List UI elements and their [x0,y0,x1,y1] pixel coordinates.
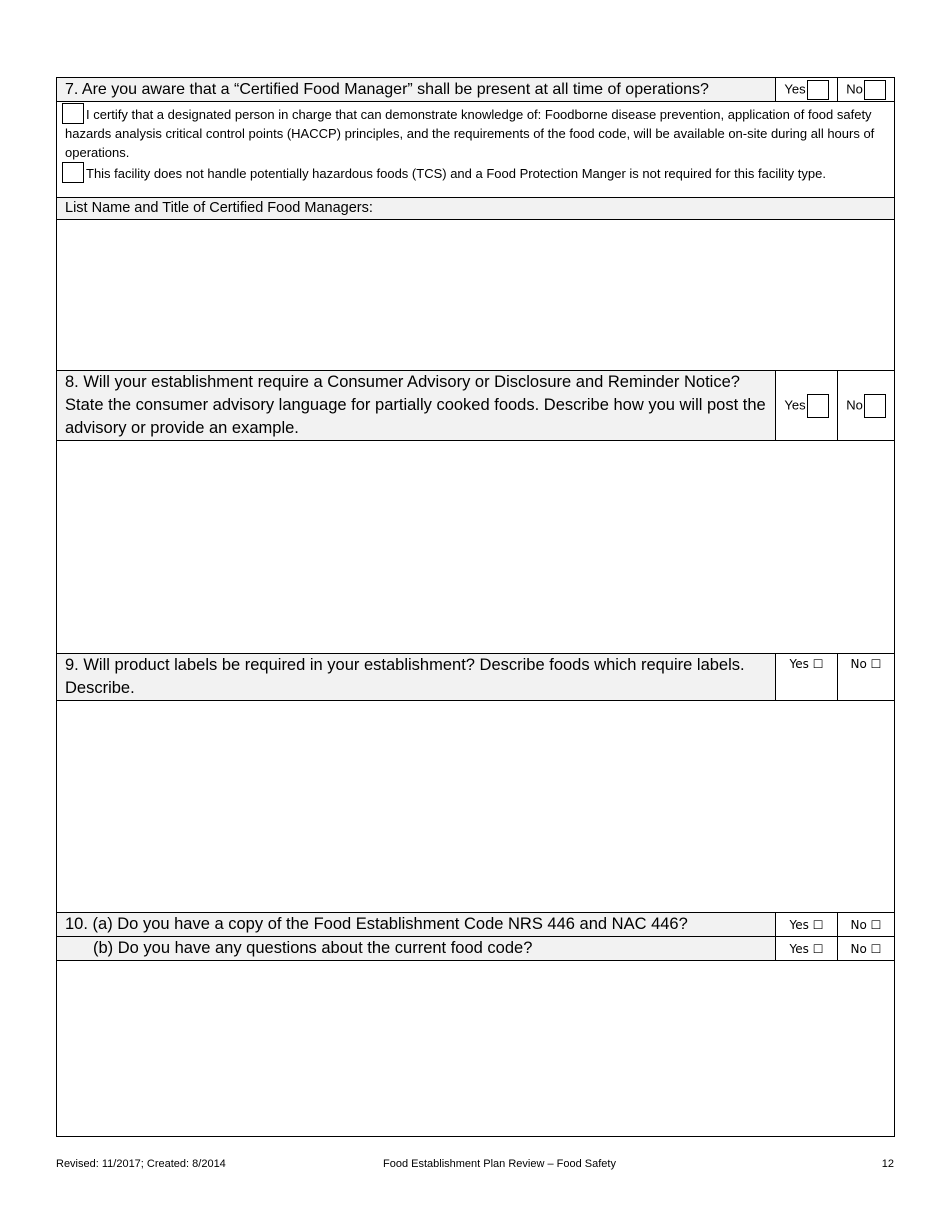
q9-no-option[interactable] [838,654,895,701]
q10a-yes-option[interactable] [776,913,838,937]
q7-cert1-text: I certify that a designated person in charge that can demonstrate knowledge of: Foodborne disease prevention, application of food safety hazards analysis critical control points (HACCP) principles, and the requirements of the food code, will be available on-site during all hours of operations. [65,107,875,160]
q9-answer-area[interactable] [57,701,895,913]
q7-yes-cell[interactable] [776,78,838,102]
q9-no-label: No ☐ [850,657,882,671]
q7-question: 7. Are you aware that a “Certified Food Manager” shall be present at all time of operations? [57,78,776,102]
q10b-question: (b) Do you have any questions about the current food code? [57,937,776,961]
q8-yes-label: Yes [784,396,806,412]
q7-yes-checkbox[interactable] [807,80,829,100]
q8-no-label: No [846,396,863,412]
footer-page-number: 12 [881,1158,894,1170]
q10-answer-area[interactable] [57,961,895,1137]
q10b-yes-option[interactable] [776,937,838,961]
q7-list-label: List Name and Title of Certified Food Managers: [57,198,895,220]
q10a-question: 10. (a) Do you have a copy of the Food Establishment Code NRS 446 and NAC 446? [57,913,776,937]
q8-no-cell[interactable] [838,371,895,441]
q7-no-checkbox[interactable] [864,80,886,100]
q7-cert-option-1 [65,103,890,162]
form-table [56,77,895,1137]
q10a-no-option[interactable] [838,913,895,937]
q10b-no-label: No ☐ [850,942,882,956]
page-footer [56,1158,894,1174]
q8-question: 8. Will your establishment require a Consumer Advisory or Disclosure and Reminder Notice? State the consumer advisory language for partially cooked foods. Describe how you will post the advisory or provide an example. [57,371,776,441]
footer-title: Food Establishment Plan Review – Food Safety [383,1158,616,1170]
plan-review-form [56,77,894,1137]
q10a-no-label: No ☐ [850,918,882,932]
q7-no-cell[interactable] [838,78,895,102]
q8-no-checkbox[interactable] [864,394,886,418]
q9-yes-option[interactable] [776,654,838,701]
q10b-no-option[interactable] [838,937,895,961]
q9-yes-label: Yes ☐ [789,657,824,671]
q7-no-label: No [846,80,863,96]
q10b-yes-label: Yes ☐ [789,942,824,956]
q7-cert2-checkbox[interactable] [62,162,84,183]
q8-answer-area[interactable] [57,441,895,654]
q7-cert1-checkbox[interactable] [62,103,84,124]
q9-question: 9. Will product labels be required in your establishment? Describe foods which require labels. Describe. [57,654,776,701]
q7-certifications [57,102,895,198]
q10a-yes-label: Yes ☐ [789,918,824,932]
q7-yes-label: Yes [784,80,806,96]
q7-answer-area[interactable] [57,220,895,371]
q8-yes-checkbox[interactable] [807,394,829,418]
q7-cert2-text: This facility does not handle potentially hazardous foods (TCS) and a Food Protection Manger is not required for this facility type. [86,166,826,181]
footer-revised: Revised: 11/2017; Created: 8/2014 [56,1158,226,1170]
q7-cert-option-2 [65,162,890,183]
q8-yes-cell[interactable] [776,371,838,441]
